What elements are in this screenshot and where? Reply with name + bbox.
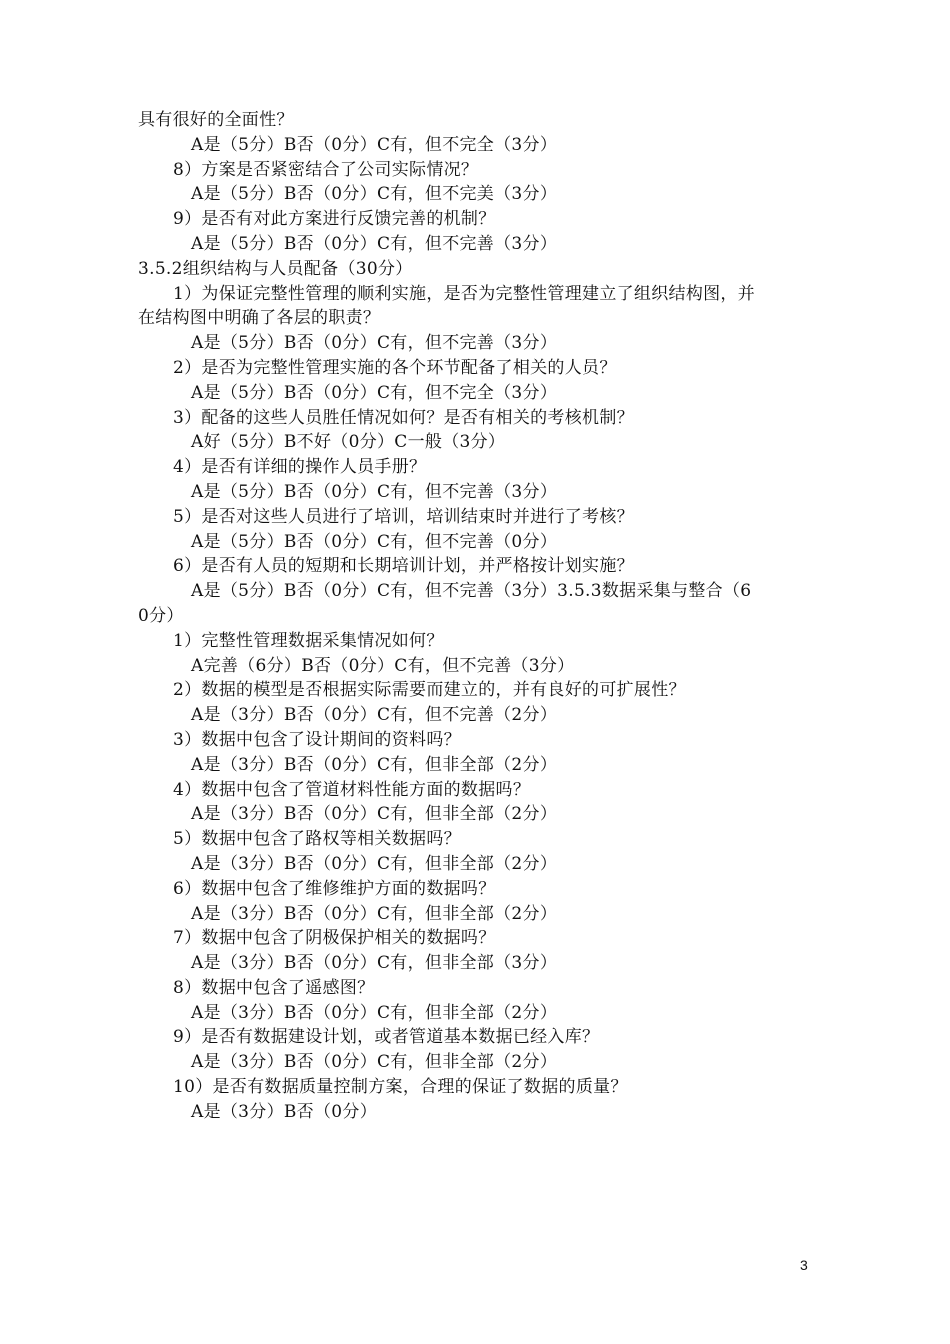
question-line: 3）配备的这些人员胜任情况如何？是否有相关的考核机制？ xyxy=(173,407,634,428)
question-line: 1）为保证完整性管理的顺利实施，是否为完整性管理建立了组织结构图，并 xyxy=(173,283,756,304)
answer-options-line: A是（3分）B否（0分）C有，但非全部（3分） xyxy=(191,953,558,974)
question-line: 2）数据的模型是否根据实际需要而建立的，并有良好的可扩展性？ xyxy=(173,680,686,701)
heading-or-continuation-line: 0分） xyxy=(138,605,184,626)
question-line: 1）完整性管理数据采集情况如何？ xyxy=(173,630,444,651)
question-line: 5）数据中包含了路权等相关数据吗？ xyxy=(173,829,461,850)
answer-options-line: A是（5分）B否（0分）C有，但不完全（3分） xyxy=(191,134,558,155)
answer-options-line: A是（3分）B否（0分）C有，但非全部（2分） xyxy=(191,1052,558,1073)
answer-options-line: A是（5分）B否（0分）C有，但不完美（3分） xyxy=(191,184,558,205)
heading-or-continuation-line: 在结构图中明确了各层的职责？ xyxy=(138,308,381,329)
heading-or-continuation-line: 具有很好的全面性？ xyxy=(138,110,294,130)
answer-options-line: A是（5分）B否（0分）C有，但不完善（0分） xyxy=(191,531,558,552)
question-line: 10）是否有数据质量控制方案，合理的保证了数据的质量？ xyxy=(173,1077,628,1098)
question-line: 9）是否有数据建设计划，或者管道基本数据已经入库？ xyxy=(173,1027,600,1048)
answer-options-line: A好（5分）B不好（0分）C一般（3分） xyxy=(191,432,506,453)
answer-options-line: A是（5分）B否（0分）C有，但不完善（3分） xyxy=(191,233,558,254)
heading-or-continuation-line: 3.5.2组织结构与人员配备（30分） xyxy=(138,258,413,279)
answer-options-line: A是（3分）B否（0分）C有，但非全部（2分） xyxy=(191,804,558,825)
question-line: 4）数据中包含了管道材料性能方面的数据吗？ xyxy=(173,779,531,800)
page-number: 3 xyxy=(800,1257,808,1273)
answer-options-line: A完善（6分）B否（0分）C有，但不完善（3分） xyxy=(191,655,575,676)
question-line: 8）数据中包含了遥感图？ xyxy=(173,977,375,998)
answer-options-line: A是（3分）B否（0分）C有，但不完善（2分） xyxy=(191,705,558,726)
answer-options-line: A是（5分）B否（0分）C有，但不完善（3分） xyxy=(191,481,558,502)
answer-options-line: A是（5分）B否（0分）C有，但不完善（3分）3.5.3数据采集与整合（6 xyxy=(191,581,752,602)
question-line: 8）方案是否紧密结合了公司实际情况？ xyxy=(173,159,479,180)
question-line: 2）是否为完整性管理实施的各个环节配备了相关的人员？ xyxy=(173,357,617,378)
question-line: 5）是否对这些人员进行了培训，培训结束时并进行了考核？ xyxy=(173,506,634,527)
document-body xyxy=(138,108,828,1125)
question-line: 6）是否有人员的短期和长期培训计划，并严格按计划实施？ xyxy=(173,556,634,577)
question-line: 4）是否有详细的操作人员手册？ xyxy=(173,457,427,478)
question-line: 7）数据中包含了阴极保护相关的数据吗？ xyxy=(173,928,496,949)
answer-options-line: A是（5分）B否（0分）C有，但不完全（3分） xyxy=(191,382,558,403)
question-line: 9）是否有对此方案进行反馈完善的机制？ xyxy=(173,209,496,230)
answer-options-line: A是（3分）B否（0分） xyxy=(191,1101,378,1122)
answer-options-line: A是（3分）B否（0分）C有，但非全部（2分） xyxy=(191,754,558,775)
answer-options-line: A是（3分）B否（0分）C有，但非全部（2分） xyxy=(191,1002,558,1023)
answer-options-line: A是（3分）B否（0分）C有，但非全部（2分） xyxy=(191,853,558,874)
answer-options-line: A是（3分）B否（0分）C有，但非全部（2分） xyxy=(191,903,558,924)
question-line: 6）数据中包含了维修维护方面的数据吗？ xyxy=(173,878,496,899)
question-line: 3）数据中包含了设计期间的资料吗？ xyxy=(173,729,461,750)
answer-options-line: A是（5分）B否（0分）C有，但不完善（3分） xyxy=(191,333,558,354)
